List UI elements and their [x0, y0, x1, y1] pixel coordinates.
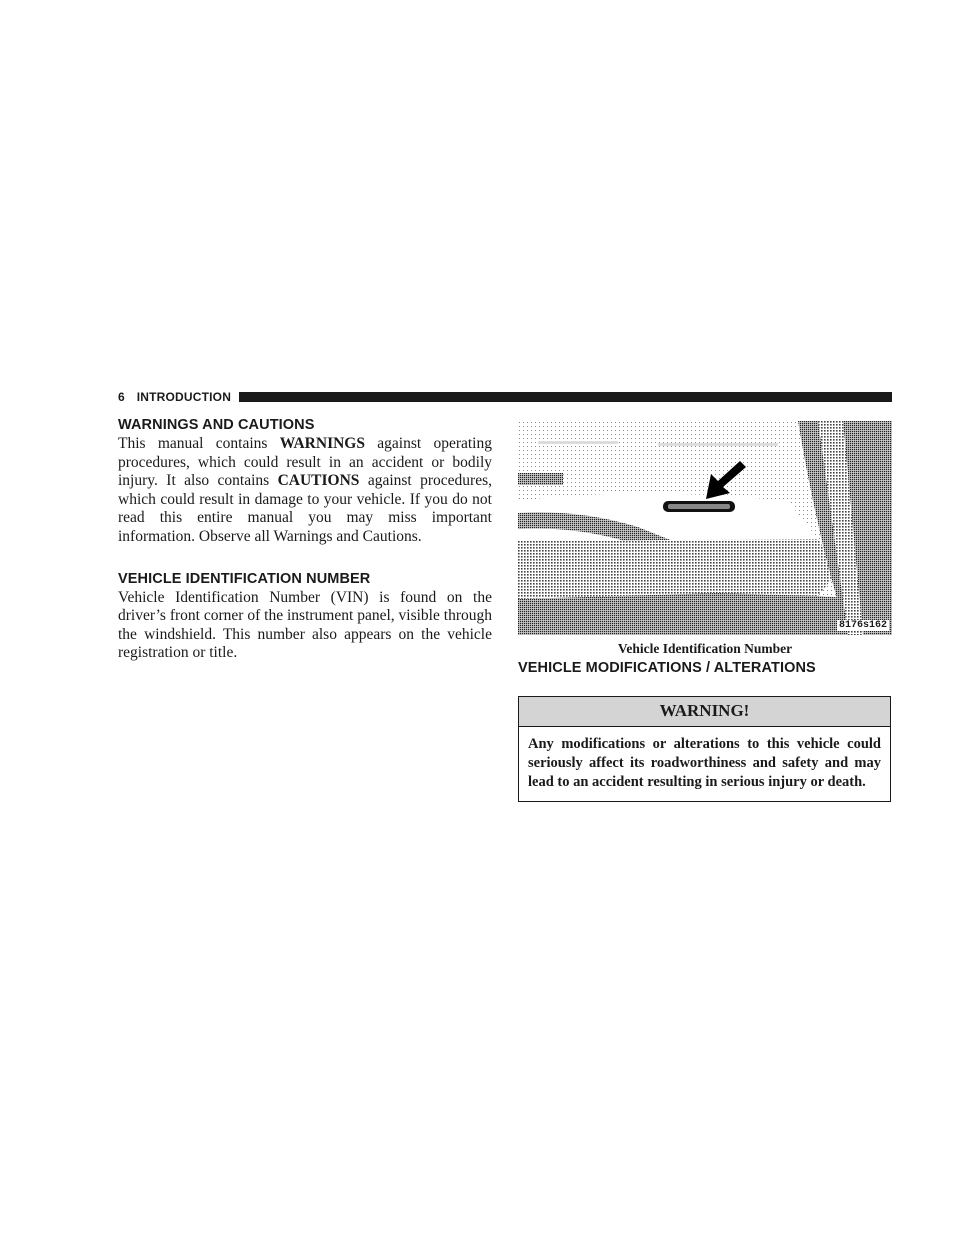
warnings-heading: WARNINGS AND CAUTIONS	[118, 417, 315, 433]
warnings-paragraph	[118, 435, 492, 547]
section-title: INTRODUCTION	[136, 390, 232, 404]
vin-paragraph: Vehicle Identification Number (VIN) is found on the driver’s front corner of the instrument panel, visible through the windshield. This number also appears on the vehicle registration or title.	[118, 588, 492, 662]
warnings-bold-term: WARNINGS	[279, 435, 365, 452]
page-header	[118, 389, 892, 405]
modifications-heading: VEHICLE MODIFICATIONS / ALTERATIONS	[518, 660, 816, 676]
warnings-text-1: This manual contains	[118, 435, 280, 452]
warning-box	[518, 696, 891, 802]
warnings-text-3: against procedures, which could result in damage to your vehicle. If you do not read this entire manual you may miss important information. Observe all Warnings and Cautions.	[118, 472, 492, 545]
cautions-bold-term: CAUTIONS	[277, 472, 360, 490]
right-column	[518, 421, 892, 802]
vin-heading: VEHICLE IDENTIFICATION NUMBER	[118, 570, 371, 587]
page-number: 6	[118, 390, 125, 404]
warning-title: WARNING!	[519, 697, 890, 727]
figure-caption: Vehicle Identification Number	[617, 641, 793, 656]
header-rule	[239, 392, 892, 402]
warnings-text-2: against operating procedures, which could result in an accident or bodily injury. It also contains	[118, 435, 492, 490]
left-column	[118, 417, 492, 663]
vin-location-illustration	[518, 421, 892, 635]
warning-text: Any modifications or alterations to this vehicle could seriously affect its roadworthiness and safety and may lead to an accident resulting in serious injury or death.	[528, 736, 881, 790]
dashboard-illustration	[518, 421, 892, 635]
figure-id-label: 8176s162	[838, 620, 887, 631]
